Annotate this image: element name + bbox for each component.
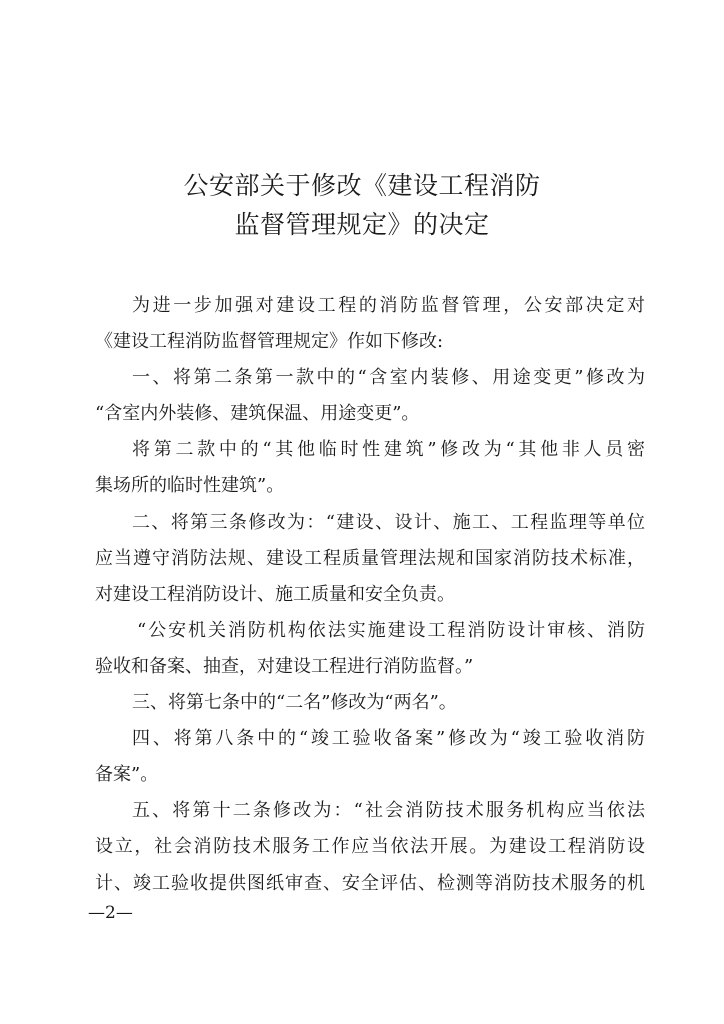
body-line: 四、将第八条中的“竣工验收备案”修改为“竣工验收消防 bbox=[132, 728, 645, 750]
body-line: 对建设工程消防设计、施工质量和安全负责。 bbox=[95, 583, 455, 605]
body-line: “含室内外装修、建筑保温、用途变更”。 bbox=[95, 403, 420, 425]
body-line: 集场所的临时性建筑”。 bbox=[95, 475, 285, 497]
body-line: 《建设工程消防监督管理规定》作如下修改: bbox=[95, 331, 444, 353]
body-line: 二、将第三条修改为：“建设、设计、施工、工程监理等单位 bbox=[132, 511, 645, 533]
document-title-line-1: 公安部关于修改《建设工程消防 bbox=[183, 171, 541, 200]
body-line: 计、竣工验收提供图纸审查、安全评估、检测等消防技术服务的机 bbox=[95, 872, 645, 894]
document-title-line-2: 监督管理规定》的决定 bbox=[234, 210, 490, 239]
body-line: 三、将第七条中的“二名”修改为“两名”。 bbox=[132, 692, 457, 714]
page-number: —2— bbox=[88, 903, 133, 923]
body-line: 五、将第十二条修改为：“社会消防技术服务机构应当依法 bbox=[132, 800, 645, 822]
body-line: 验收和备案、抽查，对建设工程进行消防监督。” bbox=[95, 655, 474, 677]
body-line: 一、将第二条第一款中的“含室内装修、用途变更”修改为 bbox=[132, 367, 645, 389]
body-line: 应当遵守消防法规、建设工程质量管理法规和国家消防技术标准， bbox=[95, 547, 645, 569]
body-line: 将第二款中的“其他临时性建筑”修改为“其他非人员密 bbox=[132, 439, 645, 461]
body-line: 为进一步加强对建设工程的消防监督管理，公安部决定对 bbox=[132, 295, 645, 316]
body-line: “公安机关消防机构依法实施建设工程消防设计审核、消防 bbox=[137, 619, 645, 641]
body-line: 备案”。 bbox=[95, 764, 159, 786]
document-body bbox=[95, 288, 645, 902]
body-line: 设立，社会消防技术服务工作应当依法开展。为建设工程消防设 bbox=[95, 836, 645, 858]
